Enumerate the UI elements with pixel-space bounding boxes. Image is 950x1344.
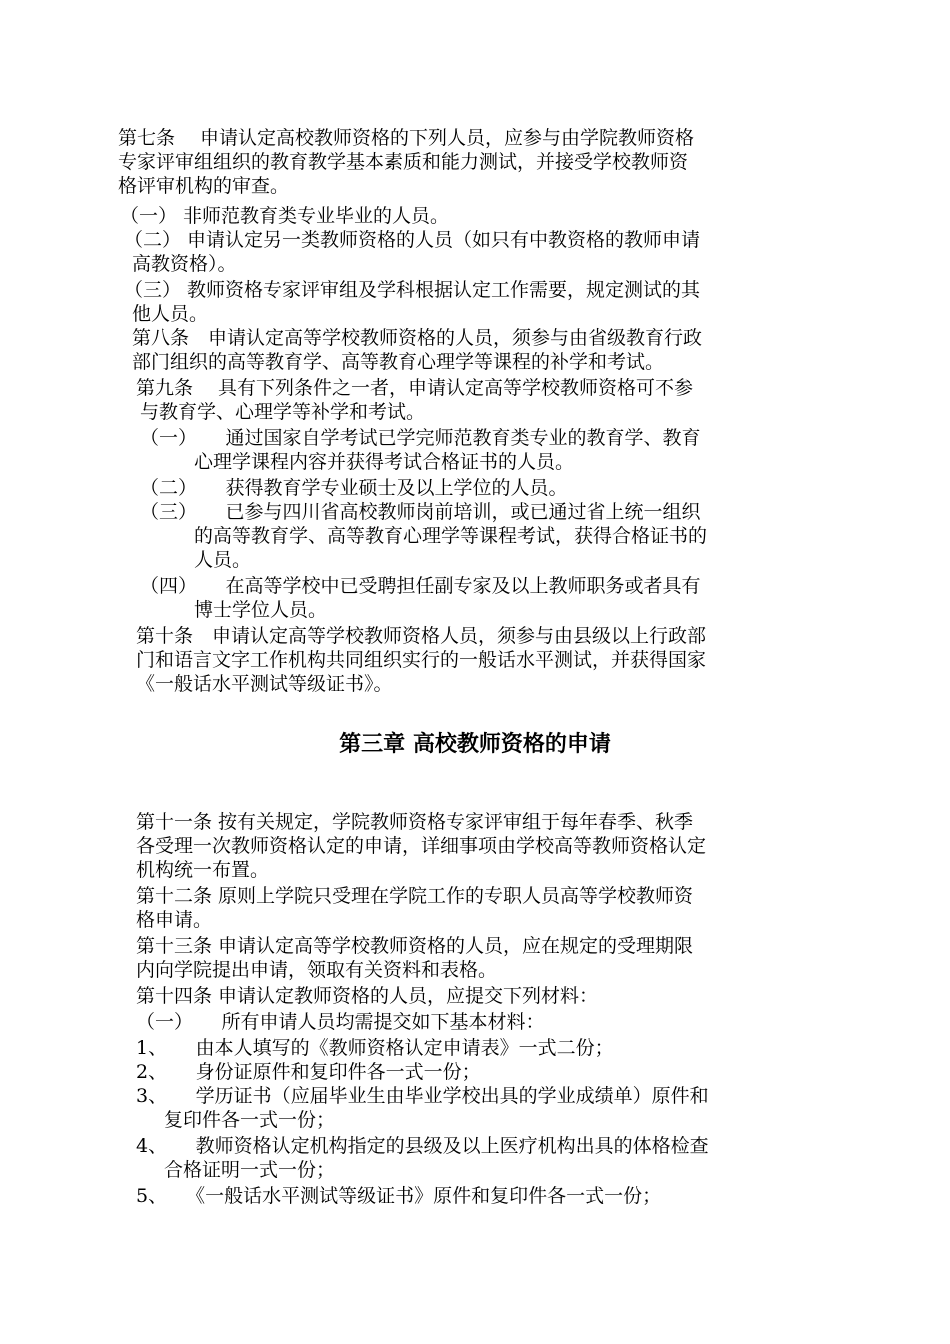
text-line: 高教资格）。 — [132, 253, 237, 275]
text-line: 各受理一次教师资格认定的申请，详细事项由学校高等教师资格认定 — [136, 835, 707, 857]
text-line: 复印件各一式一份； — [164, 1109, 336, 1131]
text-line: 第十一条 按有关规定，学院教师资格专家评审组于每年春季、秋季 — [136, 811, 694, 833]
article-10 — [136, 624, 706, 696]
article-9 — [136, 376, 693, 424]
text-line: 部门组织的高等教育学、高等教育心理学等课程的补学和考试。 — [132, 351, 665, 373]
text-line: 格申请。 — [136, 909, 213, 931]
text-line: 第十条 申请认定高等学校教师资格人员，须参与由县级以上行政部 — [136, 625, 707, 647]
article-14-item-1 — [136, 1010, 545, 1034]
text-line: （二） 申请认定另一类教师资格的人员（如只有中教资格的教师申请 — [124, 229, 701, 251]
text-line: （一） 所有申请人员均需提交如下基本材料： — [136, 1011, 545, 1033]
text-line: （一） 通过国家自学考试已学完师范教育类专业的教育学、教育 — [140, 427, 701, 449]
article-7-item-1 — [120, 204, 449, 228]
text-line: 《一般话水平测试等级证书》。 — [136, 673, 393, 695]
text-line: 2、 身份证原件和复印件各一式一份； — [136, 1061, 481, 1083]
text-line: 的高等教育学、高等教育心理学等课程考试，获得合格证书的 — [194, 525, 708, 547]
material-item-3 — [136, 1084, 709, 1132]
text-line: 3、 学历证书（应届毕业生由毕业学校出具的学业成绩单）原件和 — [136, 1085, 709, 1107]
text-line: 心理学课程内容并获得考试合格证书的人员。 — [194, 451, 575, 473]
text-line: 第十三条 申请认定高等学校教师资格的人员，应在规定的受理期限 — [136, 935, 694, 957]
material-item-1 — [136, 1036, 614, 1060]
text-line: 第九条 具有下列条件之一者，申请认定高等学校教师资格可不参 — [136, 377, 694, 399]
text-line: 合格证明一式一份； — [164, 1159, 336, 1181]
text-line: 5、 《一般话水平测试等级证书》原件和复印件各一式一份； — [136, 1185, 662, 1207]
text-line: （四） 在高等学校中已受聘担任副专家及以上教师职务或者具有 — [140, 575, 701, 597]
text-line: 专家评审组组织的教育教学基本素质和能力测试，并接受学校教师资 — [118, 151, 689, 173]
text-line: （三） 教师资格专家评审组及学科根据认定工作需要，规定测试的其 — [124, 279, 701, 301]
text-line: 门和语言文字工作机构共同组织实行的一般话水平测试，并获得国家 — [136, 649, 707, 671]
material-item-2 — [136, 1060, 481, 1084]
text-line: 格评审机构的审查。 — [118, 175, 290, 197]
chapter-title: 第三章 高校教师资格的申请 — [339, 732, 611, 757]
text-line: 人员。 — [194, 549, 252, 571]
text-line: 与教育学、心理学等补学和考试。 — [140, 401, 426, 423]
article-14 — [136, 984, 598, 1008]
article-11 — [136, 810, 706, 882]
article-7-item-3 — [124, 278, 700, 326]
article-9-item-3 — [140, 500, 707, 572]
text-line: 机构统一布置。 — [136, 859, 270, 881]
article-9-item-2 — [140, 476, 568, 500]
article-13 — [136, 934, 693, 982]
text-line: 4、 教师资格认定机构指定的县级及以上医疗机构出具的体格检查 — [136, 1135, 709, 1157]
article-9-item-1 — [140, 426, 701, 474]
text-line: 他人员。 — [132, 303, 209, 325]
article-7 — [118, 126, 694, 198]
text-line: 博士学位人员。 — [194, 599, 328, 621]
text-line: 内向学院提出申请，领取有关资料和表格。 — [136, 959, 498, 981]
text-line: 1、 由本人填写的《教师资格认定申请表》一式二份； — [136, 1037, 614, 1059]
material-item-4 — [136, 1134, 709, 1182]
text-line: （二） 获得教育学专业硕士及以上学位的人员。 — [140, 477, 568, 499]
text-line: 第八条 申请认定高等学校教师资格的人员，须参与由省级教育行政 — [132, 327, 703, 349]
article-12 — [136, 884, 693, 932]
text-line: 第十二条 原则上学院只受理在学院工作的专职人员高等学校教师资 — [136, 885, 694, 907]
text-line: 第十四条 申请认定教师资格的人员，应提交下列材料： — [136, 985, 599, 1007]
text-line: （一） 非师范教育类专业毕业的人员。 — [120, 205, 450, 227]
text-line: （三） 已参与四川省高校教师岗前培训，或已通过省上统一组织 — [140, 501, 701, 523]
article-9-item-4 — [140, 574, 701, 622]
material-item-5 — [136, 1184, 661, 1208]
text-line: 第七条 申请认定高校教师资格的下列人员，应参与由学院教师资格 — [118, 127, 695, 149]
article-7-item-2 — [124, 228, 700, 276]
article-8 — [132, 326, 702, 374]
